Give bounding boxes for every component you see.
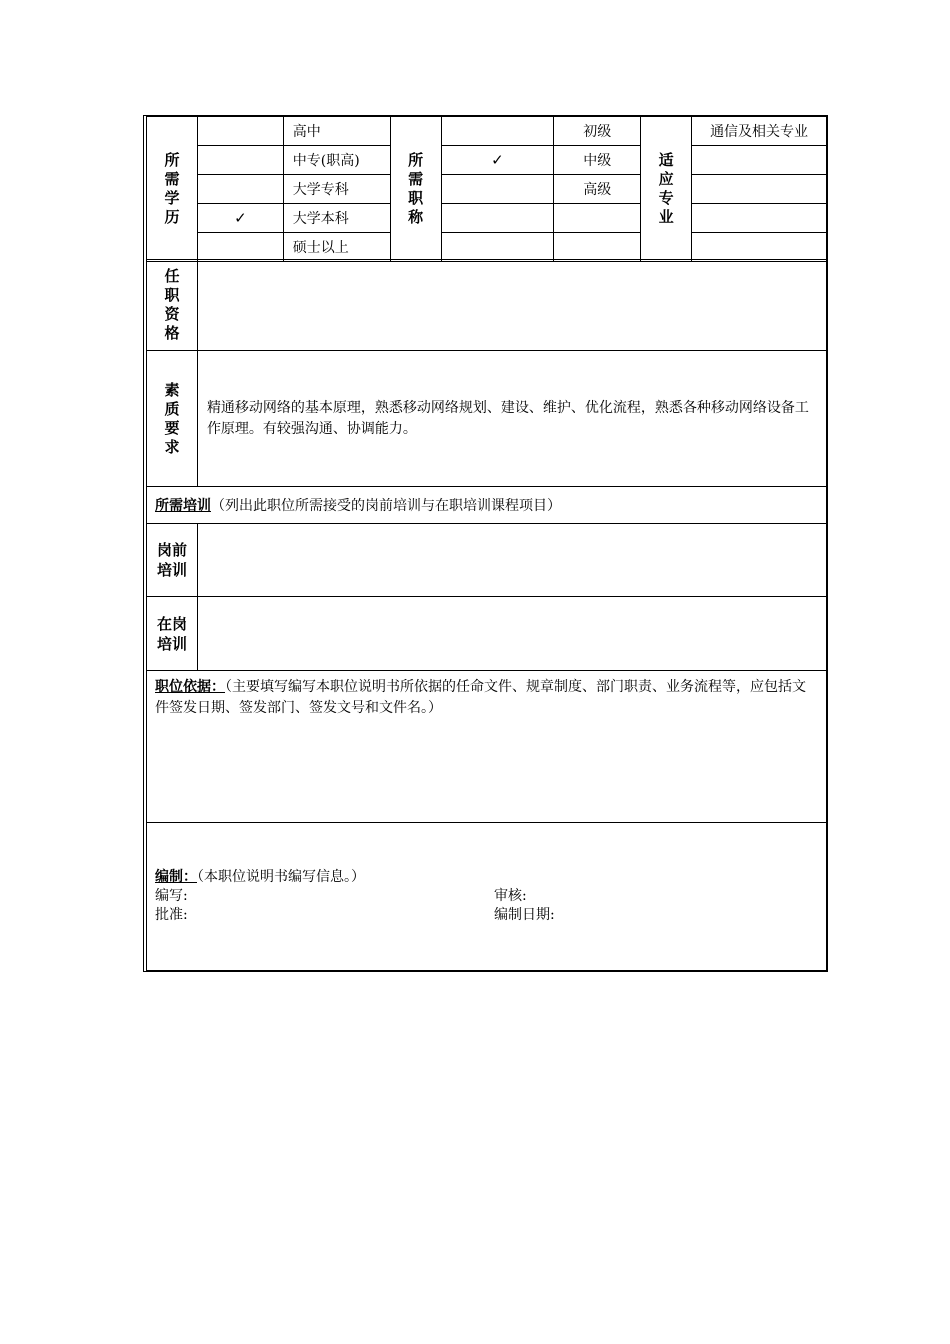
compile-note: （本职位说明书编写信息。）	[197, 869, 365, 885]
education-option-2: 中专(职高)	[283, 146, 390, 175]
on-training-content[interactable]	[197, 597, 826, 671]
description-table	[146, 259, 827, 971]
title-option-2: 中级	[554, 146, 641, 175]
title-label: 所 需 职 称	[390, 117, 441, 262]
title-option-5	[554, 233, 641, 262]
education-check-4[interactable]: ✓	[197, 204, 283, 233]
requirements-table	[146, 116, 827, 262]
title-option-4	[554, 204, 641, 233]
major-option-5	[692, 233, 827, 262]
pre-training-content[interactable]	[197, 524, 826, 597]
quality-content[interactable]: 精通移动网络的基本原理，熟悉移动网络规划、建设、维护、优化流程，熟悉各种移动网络设备工作原理。有较强沟通、协调能力。	[197, 351, 826, 487]
quality-label: 素 质 要 求	[147, 351, 198, 487]
approver-label: 批准:	[155, 907, 188, 923]
title-check-5[interactable]	[441, 233, 554, 262]
major-label: 适 应 专 业	[641, 117, 692, 262]
title-option-3: 高级	[554, 175, 641, 204]
writer-label: 编写:	[155, 888, 188, 904]
education-check-1[interactable]	[197, 117, 283, 146]
education-option-3: 大学专科	[283, 175, 390, 204]
education-option-5: 硕士以上	[283, 233, 390, 262]
basis-section[interactable]	[147, 671, 827, 823]
qualification-label: 任 职 资 格	[147, 260, 198, 351]
education-option-4: 大学本科	[283, 204, 390, 233]
major-option-3	[692, 175, 827, 204]
title-check-2[interactable]: ✓	[441, 146, 554, 175]
title-check-1[interactable]	[441, 117, 554, 146]
major-option-2	[692, 146, 827, 175]
qualification-content[interactable]	[197, 260, 826, 351]
reviewer-label: 审核:	[494, 888, 527, 904]
training-heading-row	[147, 487, 827, 524]
training-heading: 所需培训	[155, 498, 211, 514]
title-option-1: 初级	[554, 117, 641, 146]
major-option-4	[692, 204, 827, 233]
pre-training-label: 岗前 培训	[147, 524, 198, 597]
major-option-1: 通信及相关专业	[692, 117, 827, 146]
education-label: 所 需 学 历	[147, 117, 198, 262]
compile-section[interactable]	[147, 823, 827, 971]
on-training-label: 在岗 培训	[147, 597, 198, 671]
date-label: 编制日期:	[494, 907, 555, 923]
compile-heading: 编制：	[155, 869, 197, 885]
title-check-4[interactable]	[441, 204, 554, 233]
education-option-1: 高中	[283, 117, 390, 146]
title-check-3[interactable]	[441, 175, 554, 204]
training-note: （列出此职位所需接受的岗前培训与在职培训课程项目）	[211, 498, 561, 514]
education-check-2[interactable]	[197, 146, 283, 175]
basis-heading: 职位依据：	[155, 679, 225, 695]
education-check-3[interactable]	[197, 175, 283, 204]
education-check-5[interactable]	[197, 233, 283, 262]
basis-note: （主要填写编写本职位说明书所依据的任命文件、规章制度、部门职责、业务流程等，应包括文件签发日期、签发部门、签发文号和文件名。）	[155, 679, 806, 716]
